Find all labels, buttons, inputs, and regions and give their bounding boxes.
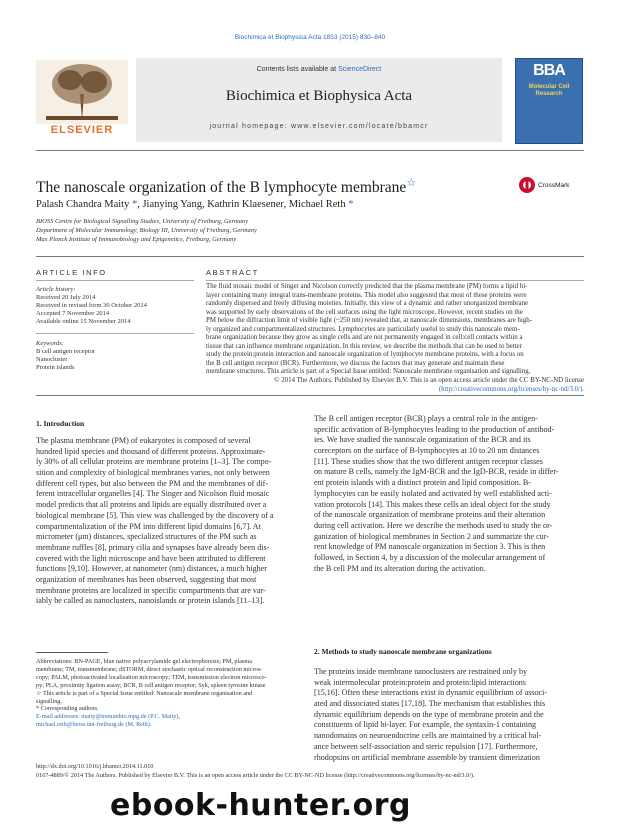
body-line: vation protocols [14]. This makes these cells an ideal object for the study [314,499,551,509]
abstract-line: membrane structures. This article is part of a Special Issue entitled: Nanoscale membrane organisation and signalling. [206,368,531,376]
body-line: ferent intracellular organelles [4]. The Singer and Nicolson fluid mosaic [36,489,270,499]
body-line: biological membrane [5]. This view was challenged by the discovery of a [36,510,274,520]
body-line: during cell activation. Here we describe the methods used to study the or- [314,520,553,530]
footnote-email-line[interactable]: michael.reth@bioss.uni-freiburg.de (M. Reth). [36,721,152,729]
footnotes [36,658,306,729]
author-list [36,199,353,210]
body-line: compartmentalization of the PM into different lipid domains [6,7]. At [36,521,261,531]
paper-title [36,176,416,197]
license-link[interactable]: (http://creativecommons.org/licenses/by-nc-nd/3.0/). [438,385,584,393]
abstract-line: tissue that can influence membrane organization. In this review, we describe the methods that can be used to better [206,342,522,350]
cover-subtitle [517,84,581,98]
footnote-line: py; PLA, proximity ligation assay; BCR, B cell antigen receptor; Syk, spleen tyrosine kinase [36,681,266,689]
cover-subtitle-line: Research [535,91,563,97]
body-line: micrometer (μm) distances, specialized structures of the PM such as [36,532,257,542]
abstract-line: was supported by early observations of the cell surfaces using the light microscope. However, recent studies on the [206,308,523,316]
article-info-heading: ARTICLE INFO [36,268,107,277]
abstract-line: brane organization because they grow as single cells and are not permanently engaged in cell:cell contacts within a [206,334,523,342]
affiliation: Max Planck Institute of Immunobiology and Epigenetics, Freiburg, Germany [36,236,237,243]
footnote-rule [36,652,108,653]
doi-link[interactable]: http://dx.doi.org/10.1016/j.bbamcr.2014.11.010 [36,763,154,770]
footnote-email-line[interactable]: E-mail addresses: maity@immunbio.mpg.de (P.C. Maity), [36,713,181,721]
footnote-line: signalling. [36,697,62,705]
keywords-label: Keywords: [36,340,64,347]
bottom-license: 0167-4889/© 2014 The Authors. Published by Elsevier B.V. This is an open access article under the CC BY-NC-ND license (http://creativecommons.org/licenses/by-nc-nd/3.0/). [36,772,475,779]
affiliation: Department of Molecular Immunology, Biology III, University of Freiburg, Germany [36,227,257,234]
keyword: B cell antigen receptor [36,348,96,355]
body-line: [15,16]. Often these interactions exist in dynamic equilibrium of associ- [314,688,548,698]
cover-subtitle-line: Molecular Cell [528,84,570,90]
header-rule [36,150,584,151]
body-line: weak intermolecular protein:protein and protein:lipid interactions [314,677,526,687]
section-rule [36,256,584,257]
body-line: specific activation of B-lymphocytes leading to the production of antibod- [314,424,555,434]
methods-heading: 2. Methods to study nanoscale membrane organizations [314,647,492,656]
body-line: ance between self-association and steric repulsion [17]. Furthermore, [314,741,538,751]
body-line: sition and complexity of biological membranes varies, not only between [36,468,270,478]
body-line: functions [9,10]. However, at nanometer (nm) distances, a much higher [36,564,267,574]
abstract-line: PM below the diffraction limit of visible light (~250 nm) revealed that, at nanoscale dimensions, membranes are high- [206,317,533,325]
body-line: on mature B cells, namely the IgM-BCR and the IgD-BCR, reside in differ- [314,467,559,477]
abstract-heading: ABSTRACT [206,268,259,277]
history-item: Available online 15 November 2014 [36,318,131,325]
body-line: followed, in Section 4, by a discussion of the molecular arrangement of [314,552,546,562]
affiliation: BIOSS Centre for Biological Signalling Studies, University of Freiburg, Germany [36,218,249,225]
history-label: Article history: [36,286,76,293]
body-line: different cell types, but also between the PM and the membranes of dif- [36,478,269,488]
body-line: The plasma membrane (PM) of eukaryotes is composed of several [36,436,251,445]
abstract-line: layer containing many integral trans-membrane proteins. This model also suggested that most of these proteins were [206,291,527,299]
abstract-line: ly organized and compartmentalized structures. Lymphocytes are particularly useful to study this nanoscale mem- [206,325,520,333]
journal-title: Biochimica et Biophysica Acta [225,88,413,104]
body-line: iably be called as nanoclusters, nanoislands or protein islands [11–13]. [36,596,265,606]
cover-title: BBA [533,62,565,79]
footnote-line: Abbreviations: BN-PAGE, blue native polyacrylamide gel electrophoresis; PM, plasma [36,658,252,665]
right-column-body [314,414,584,574]
title-footnote-star[interactable]: ☆ [406,177,417,189]
section-rule [36,395,584,396]
keyword: Nanocluster [36,356,68,363]
crossmark-icon [518,176,538,194]
abstract-rule [206,280,584,281]
body-line: membrane ruffles [8], primary cilia and synapses have already been dis- [36,542,270,552]
body-line: of the nanoscale organization of membrane proteins and their alteration [314,510,546,520]
corresponding-author-mark[interactable]: * [348,199,354,210]
corresponding-author-mark[interactable]: * [131,199,138,210]
body-line: The proteins inside membrane nanoclusters are restrained only by [314,667,528,676]
abstract-body [206,283,584,394]
body-line: rent knowledge of PM nanoscale organization in Section 3. This is then [314,542,546,552]
paper-title-text: The nanoscale organization of the B lymphocyte membrane [36,179,407,197]
keywords-rule [36,333,194,334]
body-line: ated and dissociated states [17,18]. The mechanism that establishes this [314,699,546,709]
methods-body [314,667,584,763]
body-line: The B cell antigen receptor (BCR) plays a central role in the antigen- [314,414,538,423]
abstract-line: The fluid mosaic model of Singer and Nicolson correctly predicted that the plasma membrane (PM) forms a lipid bi- [206,283,528,290]
body-line: organization of membranes has been observed, suggesting that most [36,574,257,584]
keyword: Protein islands [36,364,75,371]
body-line: membrane proteins are localized in specific compartments that are var- [36,585,266,595]
history-item: Received 20 July 2014 [36,294,96,301]
introduction-heading: 1. Introduction [36,419,85,428]
body-line: coreceptors on the surface of B-lymphocytes at 10 to 20 nm distances [314,446,540,456]
body-line: model predicts that all proteins and lipids are equally distributed over a [36,500,267,510]
abstract-line: the B cell antigen receptor (BCR). Furthermore, we discuss the factors that may generate and maintain these [206,359,505,367]
body-line: covered with the light microscope and have been attributed to different [36,553,266,563]
body-line: ies. We have studied the nanoscale organization of the BCR and its [314,435,531,445]
contents-lists-line [136,66,502,73]
body-line: ent protein islands with a distinct protein and lipid composition. B- [314,478,531,488]
introduction-body [36,436,306,607]
body-line: rhodopsins on artificial membrane assemble by transient dimerization [314,752,540,762]
body-line: ly 30% of all cellular proteins are membrane proteins [1–3]. The compo- [36,457,272,467]
body-line: ganization of biological membranes in Section 2 and summarize the cur- [314,531,549,541]
body-line: [11]. These studies show that the two different antigen receptor classes [314,456,543,466]
abstract-copyright: © 2014 The Authors. Published by Elsevier B.V. This is an open access article under the CC BY-NC-ND license [274,377,584,385]
author-names: , Jianying Yang, Kathrin Klaesener, Michael Reth [137,199,349,210]
abstract-line: study the protein:protein interaction and nanoscale organization of lymphocyte membrane proteins, with a focus on [206,351,524,359]
elsevier-wordmark: ELSEVIER [50,124,114,136]
history-item: Accepted 7 November 2014 [36,310,110,317]
footnote-line: ☆ This article is part of a Special Issue entitled: Nanoscale membrane organisation and [36,689,253,697]
article-info-rule [36,280,194,281]
crossmark-label[interactable]: CrossMark [538,182,570,189]
author-name: Palash Chandra Maity [36,199,132,210]
body-line: hundred lipid species and thousand of different proteins. Approximate- [36,446,266,456]
body-line: lymphocytes can be easily isolated and activated by well established acti- [314,488,552,498]
body-line: constituents of lipid bi-layer. For example, the syntaxin-1 containing [314,720,537,730]
sciencedirect-link[interactable]: ScienceDirect [338,66,382,73]
footnote-line: membrane; TM, transmembrane; dSTORM, direct stochastic optical reconstruction micros- [36,665,263,673]
footnote-line: * Corresponding authors. [36,705,99,713]
body-line: nanodomains on neuroendocrine cells are maintained by a critical bal- [314,731,542,741]
abstract-line: randomly dispersed and freely diffusing moieties. Initially, this view of a dynamic and rather unorganized membrane [206,300,529,308]
journal-homepage[interactable]: journal homepage: www.elsevier.com/locate/bbamcr [209,123,429,130]
body-line: the B cell PM and its alteration during the activation. [314,563,486,573]
watermark: ebook-hunter.org [110,788,411,823]
body-line: dynamic equilibrium depends on the type of membrane protein and the [314,709,544,719]
journal-citation[interactable]: Biochimica et Biophysica Acta 1853 (2015) 830–840 [234,34,386,41]
history-item: Received in revised form 30 October 2014 [36,302,147,309]
contents-prefix: Contents lists available at [256,66,339,73]
footnote-line: copy; PALM, photoactivated localization microscopy; TEM, transmission electron microsco- [36,673,267,681]
